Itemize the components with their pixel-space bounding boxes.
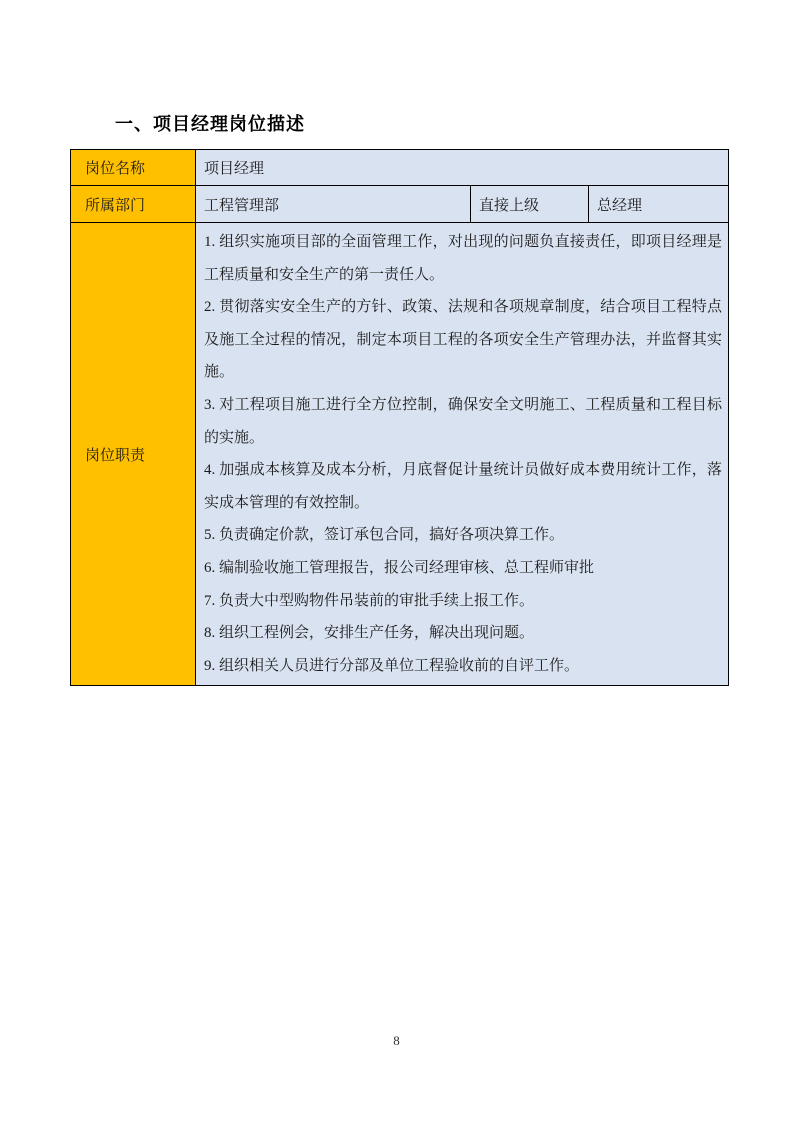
duty-item: 1. 组织实施项目部的全面管理工作，对出现的问题负直接责任，即项目经理是工程质量和安全生产的第一责任人。 — [204, 234, 723, 283]
direct-superior-label-cell: 直接上级 — [471, 186, 589, 223]
page-number: 8 — [393, 1033, 400, 1048]
job-description-table — [70, 149, 729, 686]
position-name-value-cell: 项目经理 — [196, 150, 729, 186]
duty-item: 4. 加强成本核算及成本分析，月底督促计量统计员做好成本费用统计工作，落实成本管理的有效控制。 — [204, 462, 723, 511]
row-department — [71, 186, 729, 223]
position-name-label-cell: 岗位名称 — [71, 150, 196, 186]
document-content — [70, 110, 728, 686]
duty-item: 7. 负责大中型购物件吊装前的审批手续上报工作。 — [204, 592, 535, 609]
duty-item: 3. 对工程项目施工进行全方位控制，确保安全文明施工、工程质量和工程目标的实施。 — [204, 396, 723, 446]
direct-superior-value-cell: 总经理 — [589, 186, 729, 223]
row-position-name — [71, 150, 729, 186]
section-title: 一、项目经理岗位描述 — [115, 114, 305, 134]
duty-item: 8. 组织工程例会，安排生产任务，解决出现问题。 — [204, 625, 535, 642]
duties-value-cell — [196, 223, 729, 686]
duty-item: 6. 编制验收施工管理报告，报公司经理审核、总工程师审批 — [204, 559, 595, 576]
department-label-cell: 所属部门 — [71, 186, 196, 223]
duties-label-cell: 岗位职责 — [71, 223, 196, 686]
department-value-cell: 工程管理部 — [196, 186, 471, 223]
duty-item: 5. 负责确定价款，签订承包合同，搞好各项决算工作。 — [204, 527, 565, 544]
duty-item: 2. 贯彻落实安全生产的方针、政策、法规和各项规章制度，结合项目工程特点及施工全过程的情况，制定本项目工程的各项安全生产管理办法，并监督其实施。 — [204, 299, 723, 381]
duty-item: 9. 组织相关人员进行分部及单位工程验收前的自评工作。 — [204, 657, 580, 674]
row-duties — [71, 223, 729, 686]
